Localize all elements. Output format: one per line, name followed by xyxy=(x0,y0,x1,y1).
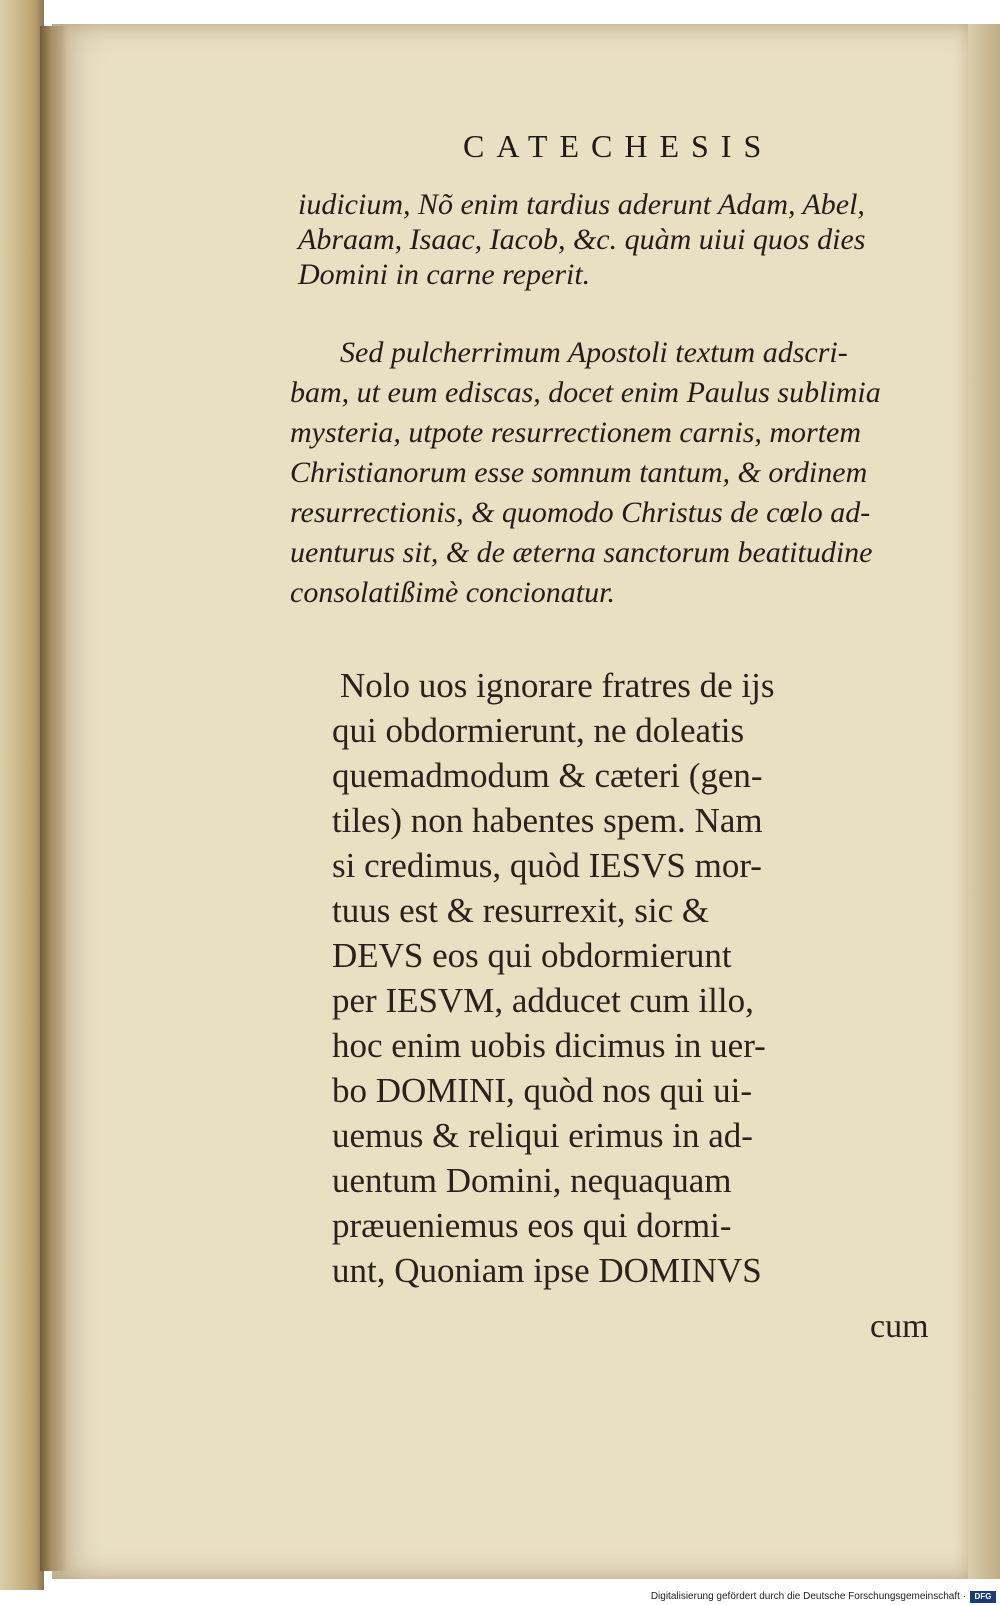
running-head: CATECHESIS xyxy=(463,128,774,164)
page-edge xyxy=(968,24,1000,1579)
roman-line: præueniemus eos qui dormi- xyxy=(332,1206,732,1245)
roman-line: unt, Quoniam ipse DOMINVS xyxy=(332,1251,762,1290)
dfg-logo: DFG xyxy=(970,1591,996,1603)
roman-line: qui obdormierunt, ne doleatis xyxy=(332,711,745,750)
roman-line: bo DOMINI, quòd nos qui ui- xyxy=(332,1071,752,1110)
roman-line: per IESVM, adducet cum illo, xyxy=(332,981,754,1020)
roman-line: Nolo uos ignorare fratres de ijs xyxy=(340,666,775,705)
italic-line: resurrectionis, & quomodo Christus de cœlo ad- xyxy=(290,496,871,529)
gutter-shadow xyxy=(40,26,68,1571)
catchword: cum xyxy=(870,1308,929,1345)
roman-line: hoc enim uobis dicimus in uer- xyxy=(332,1026,766,1065)
binding-edge xyxy=(0,0,44,1590)
roman-line: tuus est & resurrexit, sic & xyxy=(332,891,710,930)
roman-line: quemadmodum & cæteri (gen- xyxy=(332,756,763,795)
roman-line: uemus & reliqui erimus in ad- xyxy=(332,1116,753,1155)
italic-line: bam, ut eum ediscas, docet enim Paulus sublimia xyxy=(290,376,881,409)
italic-line: Domini in carne reperit. xyxy=(298,258,591,291)
italic-line: consolatißimè concionatur. xyxy=(290,576,615,609)
italic-line: mysteria, utpote resurrectionem carnis, mortem xyxy=(290,416,862,449)
italic-line: Christianorum esse somnum tantum, & ordinem xyxy=(290,456,868,489)
funding-credit: Digitalisierung gefördert durch die Deutsche Forschungsgemeinschaft · xyxy=(650,1591,966,1602)
roman-line: tiles) non habentes spem. Nam xyxy=(332,801,763,840)
italic-line: Sed pulcherrimum Apostoli textum adscri- xyxy=(340,336,848,369)
roman-line: DEVS eos qui obdormierunt xyxy=(332,936,732,975)
italic-line: uenturus sit, & de æterna sanctorum beatitudine xyxy=(290,536,873,569)
roman-line: uentum Domini, nequaquam xyxy=(332,1161,732,1200)
italic-line: Abraam, Isaac, Iacob, &c. quàm uiui quos dies xyxy=(298,223,866,256)
roman-line: si credimus, quòd IESVS mor- xyxy=(332,846,762,885)
italic-line: iudicium, Nõ enim tardius aderunt Adam, Abel, xyxy=(298,188,865,221)
